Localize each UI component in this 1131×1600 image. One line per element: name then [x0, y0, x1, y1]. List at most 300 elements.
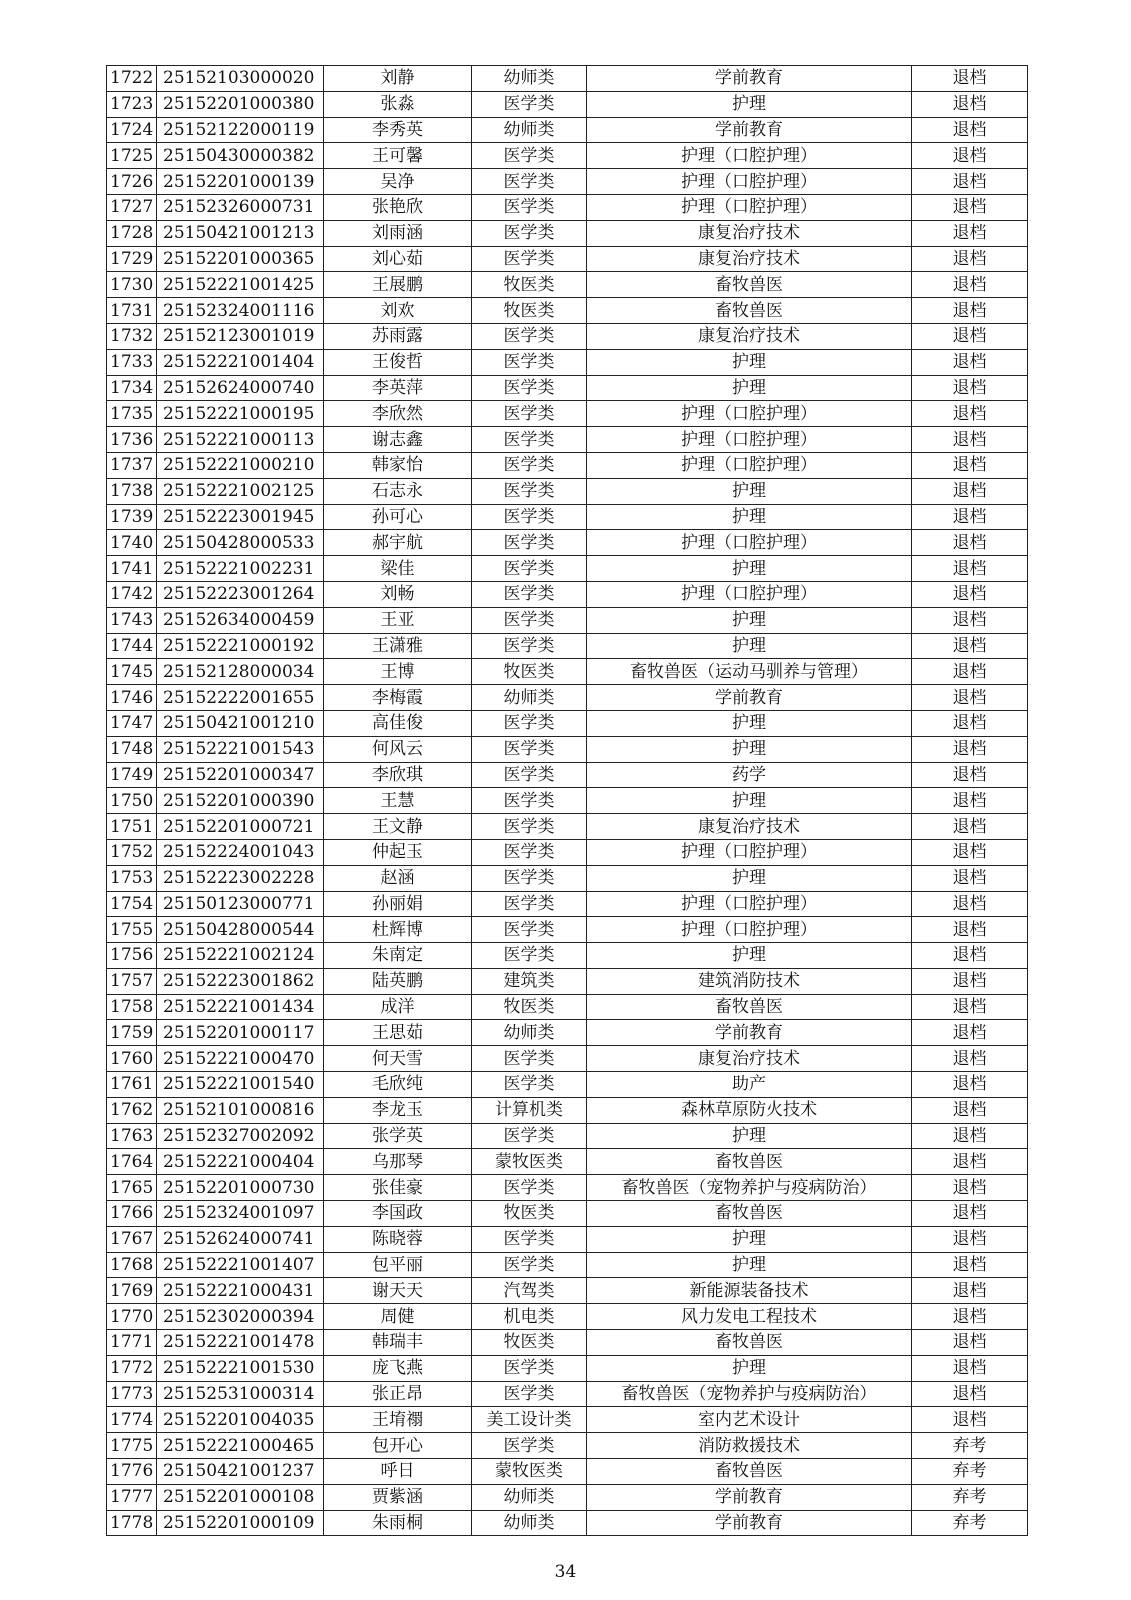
category-cell: 医学类: [472, 375, 587, 401]
candidate-id-cell: 25152221001434: [157, 994, 324, 1020]
status-cell: 退档: [912, 685, 1028, 711]
candidate-id-cell: 25150421001237: [157, 1459, 324, 1485]
row-number-cell: 1774: [107, 1407, 157, 1433]
candidate-id-cell: 25152201000347: [157, 762, 324, 788]
status-cell: 退档: [912, 246, 1028, 272]
table-row: [107, 375, 1028, 401]
status-cell: 退档: [912, 1407, 1028, 1433]
row-number-cell: 1755: [107, 917, 157, 943]
category-cell: 蒙牧医类: [472, 1459, 587, 1485]
table-row: [107, 633, 1028, 659]
status-cell: 退档: [912, 143, 1028, 169]
table-row: [107, 943, 1028, 969]
candidate-id-cell: 25152624000741: [157, 1226, 324, 1252]
table-body: [107, 66, 1028, 1536]
candidate-id-cell: 25152201000139: [157, 169, 324, 195]
candidate-id-cell: 25152201000390: [157, 788, 324, 814]
candidate-id-cell: 25150430000382: [157, 143, 324, 169]
status-cell: 退档: [912, 401, 1028, 427]
candidate-id-cell: 25152634000459: [157, 607, 324, 633]
student-name-cell: 陆英鹏: [324, 968, 472, 994]
student-name-cell: 王慧: [324, 788, 472, 814]
major-cell: 畜牧兽医: [587, 1330, 912, 1356]
row-number-cell: 1738: [107, 478, 157, 504]
major-cell: 护理（口腔护理）: [587, 581, 912, 607]
category-cell: 幼师类: [472, 1510, 587, 1536]
candidate-id-cell: 25152223002228: [157, 865, 324, 891]
major-cell: 护理（口腔护理）: [587, 143, 912, 169]
status-cell: 弃考: [912, 1459, 1028, 1485]
table-row: [107, 246, 1028, 272]
category-cell: 医学类: [472, 91, 587, 117]
category-cell: 计算机类: [472, 1097, 587, 1123]
candidate-id-cell: 25152302000394: [157, 1304, 324, 1330]
major-cell: 护理: [587, 1252, 912, 1278]
row-number-cell: 1731: [107, 298, 157, 324]
row-number-cell: 1770: [107, 1304, 157, 1330]
table-row: [107, 1407, 1028, 1433]
status-cell: 退档: [912, 633, 1028, 659]
candidate-id-cell: 25152221000192: [157, 633, 324, 659]
student-name-cell: 王俊哲: [324, 349, 472, 375]
row-number-cell: 1756: [107, 943, 157, 969]
row-number-cell: 1758: [107, 994, 157, 1020]
candidate-id-cell: 25152221000465: [157, 1433, 324, 1459]
candidate-id-cell: 25152103000020: [157, 66, 324, 92]
status-cell: 弃考: [912, 1433, 1028, 1459]
category-cell: 建筑类: [472, 968, 587, 994]
major-cell: 护理: [587, 633, 912, 659]
status-cell: 退档: [912, 814, 1028, 840]
major-cell: 护理: [587, 710, 912, 736]
student-name-cell: 谢天天: [324, 1278, 472, 1304]
status-cell: 退档: [912, 1278, 1028, 1304]
table-row: [107, 762, 1028, 788]
status-cell: 退档: [912, 478, 1028, 504]
row-number-cell: 1764: [107, 1149, 157, 1175]
row-number-cell: 1724: [107, 117, 157, 143]
major-cell: 学前教育: [587, 1510, 912, 1536]
row-number-cell: 1771: [107, 1330, 157, 1356]
row-number-cell: 1742: [107, 581, 157, 607]
student-name-cell: 乌那琴: [324, 1149, 472, 1175]
status-cell: 退档: [912, 91, 1028, 117]
candidate-id-cell: 25150421001210: [157, 710, 324, 736]
page-number: 34: [554, 1562, 577, 1582]
category-cell: 医学类: [472, 401, 587, 427]
status-cell: 退档: [912, 736, 1028, 762]
table-row: [107, 1433, 1028, 1459]
status-cell: 退档: [912, 349, 1028, 375]
category-cell: 医学类: [472, 736, 587, 762]
category-cell: 牧医类: [472, 1201, 587, 1227]
table-row: [107, 1046, 1028, 1072]
row-number-cell: 1768: [107, 1252, 157, 1278]
student-name-cell: 李梅霞: [324, 685, 472, 711]
major-cell: 康复治疗技术: [587, 246, 912, 272]
major-cell: 药学: [587, 762, 912, 788]
row-number-cell: 1773: [107, 1381, 157, 1407]
student-name-cell: 张佳豪: [324, 1175, 472, 1201]
student-name-cell: 韩家怡: [324, 452, 472, 478]
table-row: [107, 917, 1028, 943]
table-row: [107, 659, 1028, 685]
status-cell: 退档: [912, 169, 1028, 195]
row-number-cell: 1760: [107, 1046, 157, 1072]
row-number-cell: 1728: [107, 220, 157, 246]
table-row: [107, 1381, 1028, 1407]
row-number-cell: 1737: [107, 452, 157, 478]
student-name-cell: 王展鹏: [324, 272, 472, 298]
status-cell: 退档: [912, 452, 1028, 478]
row-number-cell: 1746: [107, 685, 157, 711]
major-cell: 护理: [587, 1123, 912, 1149]
candidate-id-cell: 25152221000404: [157, 1149, 324, 1175]
table-row: [107, 1304, 1028, 1330]
candidate-id-cell: 25152201000109: [157, 1510, 324, 1536]
status-cell: 退档: [912, 66, 1028, 92]
table-row: [107, 401, 1028, 427]
student-name-cell: 刘心茹: [324, 246, 472, 272]
table-row: [107, 478, 1028, 504]
candidate-id-cell: 25152327002092: [157, 1123, 324, 1149]
candidate-id-cell: 25152221000470: [157, 1046, 324, 1072]
student-name-cell: 刘静: [324, 66, 472, 92]
category-cell: 医学类: [472, 1433, 587, 1459]
student-name-cell: 何风云: [324, 736, 472, 762]
status-cell: 退档: [912, 1072, 1028, 1098]
candidate-id-cell: 25152201000380: [157, 91, 324, 117]
major-cell: 学前教育: [587, 117, 912, 143]
candidate-id-cell: 25152326000731: [157, 194, 324, 220]
category-cell: 医学类: [472, 323, 587, 349]
major-cell: 护理: [587, 349, 912, 375]
category-cell: 医学类: [472, 762, 587, 788]
major-cell: 畜牧兽医: [587, 298, 912, 324]
student-name-cell: 王潇雅: [324, 633, 472, 659]
category-cell: 幼师类: [472, 685, 587, 711]
status-cell: 退档: [912, 1355, 1028, 1381]
major-cell: 护理: [587, 736, 912, 762]
student-name-cell: 朱雨桐: [324, 1510, 472, 1536]
row-number-cell: 1723: [107, 91, 157, 117]
category-cell: 医学类: [472, 788, 587, 814]
candidate-id-cell: 25150428000533: [157, 530, 324, 556]
row-number-cell: 1744: [107, 633, 157, 659]
major-cell: 学前教育: [587, 685, 912, 711]
student-name-cell: 包开心: [324, 1433, 472, 1459]
status-cell: 退档: [912, 375, 1028, 401]
student-name-cell: 李英萍: [324, 375, 472, 401]
row-number-cell: 1747: [107, 710, 157, 736]
candidate-id-cell: 25152201000108: [157, 1484, 324, 1510]
table-row: [107, 452, 1028, 478]
row-number-cell: 1729: [107, 246, 157, 272]
status-cell: 退档: [912, 272, 1028, 298]
student-name-cell: 刘欢: [324, 298, 472, 324]
candidate-id-cell: 25152221001478: [157, 1330, 324, 1356]
category-cell: 医学类: [472, 478, 587, 504]
student-name-cell: 孙丽娟: [324, 891, 472, 917]
category-cell: 医学类: [472, 220, 587, 246]
table-row: [107, 220, 1028, 246]
table-row: [107, 1020, 1028, 1046]
major-cell: 护理（口腔护理）: [587, 839, 912, 865]
table-row: [107, 814, 1028, 840]
major-cell: 新能源装备技术: [587, 1278, 912, 1304]
status-cell: 退档: [912, 1304, 1028, 1330]
candidate-id-cell: 25152221000431: [157, 1278, 324, 1304]
status-cell: 退档: [912, 1226, 1028, 1252]
row-number-cell: 1730: [107, 272, 157, 298]
category-cell: 医学类: [472, 194, 587, 220]
category-cell: 医学类: [472, 427, 587, 453]
candidate-id-cell: 25152223001264: [157, 581, 324, 607]
student-name-cell: 成洋: [324, 994, 472, 1020]
row-number-cell: 1741: [107, 556, 157, 582]
table-row: [107, 556, 1028, 582]
table-row: [107, 530, 1028, 556]
category-cell: 医学类: [472, 169, 587, 195]
status-cell: 弃考: [912, 1484, 1028, 1510]
table-row: [107, 1226, 1028, 1252]
candidate-id-cell: 25152222001655: [157, 685, 324, 711]
table-row: [107, 1330, 1028, 1356]
major-cell: 护理（口腔护理）: [587, 169, 912, 195]
category-cell: 机电类: [472, 1304, 587, 1330]
student-name-cell: 周健: [324, 1304, 472, 1330]
candidate-id-cell: 25152324001097: [157, 1201, 324, 1227]
student-name-cell: 王博: [324, 659, 472, 685]
row-number-cell: 1733: [107, 349, 157, 375]
table-row: [107, 143, 1028, 169]
category-cell: 美工设计类: [472, 1407, 587, 1433]
row-number-cell: 1726: [107, 169, 157, 195]
candidate-id-cell: 25152221001425: [157, 272, 324, 298]
candidate-id-cell: 25152101000816: [157, 1097, 324, 1123]
table-row: [107, 349, 1028, 375]
student-name-cell: 王堉禤: [324, 1407, 472, 1433]
status-cell: 退档: [912, 917, 1028, 943]
student-name-cell: 张学英: [324, 1123, 472, 1149]
student-name-cell: 陈晓蓉: [324, 1226, 472, 1252]
candidate-id-cell: 25152221002124: [157, 943, 324, 969]
candidate-id-cell: 25152624000740: [157, 375, 324, 401]
student-name-cell: 石志永: [324, 478, 472, 504]
table-row: [107, 685, 1028, 711]
student-name-cell: 朱南定: [324, 943, 472, 969]
status-cell: 退档: [912, 504, 1028, 530]
status-cell: 退档: [912, 1175, 1028, 1201]
status-cell: 退档: [912, 530, 1028, 556]
category-cell: 医学类: [472, 530, 587, 556]
status-cell: 退档: [912, 607, 1028, 633]
table-row: [107, 1355, 1028, 1381]
candidate-id-cell: 25152221000113: [157, 427, 324, 453]
candidate-id-cell: 25150421001213: [157, 220, 324, 246]
major-cell: 护理（口腔护理）: [587, 530, 912, 556]
candidate-id-cell: 25152221001404: [157, 349, 324, 375]
candidate-id-cell: 25152122000119: [157, 117, 324, 143]
student-name-cell: 赵涵: [324, 865, 472, 891]
category-cell: 医学类: [472, 504, 587, 530]
major-cell: 消防救援技术: [587, 1433, 912, 1459]
status-cell: 退档: [912, 220, 1028, 246]
category-cell: 医学类: [472, 1226, 587, 1252]
major-cell: 室内艺术设计: [587, 1407, 912, 1433]
table-row: [107, 788, 1028, 814]
student-name-cell: 吴净: [324, 169, 472, 195]
category-cell: 医学类: [472, 814, 587, 840]
major-cell: 护理（口腔护理）: [587, 917, 912, 943]
category-cell: 牧医类: [472, 298, 587, 324]
major-cell: 护理（口腔护理）: [587, 401, 912, 427]
table-row: [107, 1201, 1028, 1227]
student-name-cell: 李欣琪: [324, 762, 472, 788]
status-cell: 退档: [912, 968, 1028, 994]
candidate-id-cell: 25152123001019: [157, 323, 324, 349]
student-name-cell: 仲起玉: [324, 839, 472, 865]
status-cell: 退档: [912, 427, 1028, 453]
table-row: [107, 272, 1028, 298]
category-cell: 牧医类: [472, 994, 587, 1020]
table-row: [107, 1510, 1028, 1536]
student-name-cell: 贾紫涵: [324, 1484, 472, 1510]
row-number-cell: 1749: [107, 762, 157, 788]
student-name-cell: 杜辉博: [324, 917, 472, 943]
student-name-cell: 王文静: [324, 814, 472, 840]
row-number-cell: 1772: [107, 1355, 157, 1381]
status-cell: 退档: [912, 1149, 1028, 1175]
major-cell: 畜牧兽医: [587, 1201, 912, 1227]
candidate-id-cell: 25152221001407: [157, 1252, 324, 1278]
student-name-cell: 呼日: [324, 1459, 472, 1485]
table-row: [107, 1123, 1028, 1149]
status-cell: 退档: [912, 1097, 1028, 1123]
category-cell: 医学类: [472, 1072, 587, 1098]
category-cell: 幼师类: [472, 1484, 587, 1510]
status-cell: 退档: [912, 943, 1028, 969]
category-cell: 医学类: [472, 246, 587, 272]
status-cell: 退档: [912, 994, 1028, 1020]
table-row: [107, 169, 1028, 195]
candidate-id-cell: 25150428000544: [157, 917, 324, 943]
status-cell: 退档: [912, 1381, 1028, 1407]
category-cell: 医学类: [472, 607, 587, 633]
status-cell: 退档: [912, 865, 1028, 891]
status-cell: 退档: [912, 556, 1028, 582]
candidate-id-cell: 25152128000034: [157, 659, 324, 685]
row-number-cell: 1757: [107, 968, 157, 994]
candidate-id-cell: 25152531000314: [157, 1381, 324, 1407]
table-row: [107, 710, 1028, 736]
student-name-cell: 谢志鑫: [324, 427, 472, 453]
student-name-cell: 包平丽: [324, 1252, 472, 1278]
category-cell: 医学类: [472, 1123, 587, 1149]
student-name-cell: 李龙玉: [324, 1097, 472, 1123]
major-cell: 护理: [587, 91, 912, 117]
row-number-cell: 1776: [107, 1459, 157, 1485]
row-number-cell: 1769: [107, 1278, 157, 1304]
major-cell: 护理（口腔护理）: [587, 194, 912, 220]
row-number-cell: 1752: [107, 839, 157, 865]
table-row: [107, 194, 1028, 220]
candidate-id-cell: 25150123000771: [157, 891, 324, 917]
row-number-cell: 1759: [107, 1020, 157, 1046]
category-cell: 幼师类: [472, 1020, 587, 1046]
row-number-cell: 1775: [107, 1433, 157, 1459]
major-cell: 护理: [587, 943, 912, 969]
candidate-id-cell: 25152201000730: [157, 1175, 324, 1201]
candidate-id-cell: 25152201004035: [157, 1407, 324, 1433]
row-number-cell: 1727: [107, 194, 157, 220]
table-row: [107, 323, 1028, 349]
student-name-cell: 高佳俊: [324, 710, 472, 736]
student-name-cell: 梁佳: [324, 556, 472, 582]
row-number-cell: 1777: [107, 1484, 157, 1510]
major-cell: 畜牧兽医: [587, 994, 912, 1020]
status-cell: 退档: [912, 788, 1028, 814]
category-cell: 医学类: [472, 1252, 587, 1278]
category-cell: 医学类: [472, 1175, 587, 1201]
category-cell: 医学类: [472, 349, 587, 375]
major-cell: 畜牧兽医（宠物养护与疫病防治）: [587, 1381, 912, 1407]
category-cell: 医学类: [472, 943, 587, 969]
major-cell: 学前教育: [587, 1484, 912, 1510]
row-number-cell: 1745: [107, 659, 157, 685]
table-row: [107, 66, 1028, 92]
admission-status-table: [106, 65, 1028, 1536]
major-cell: 学前教育: [587, 66, 912, 92]
major-cell: 畜牧兽医: [587, 1149, 912, 1175]
major-cell: 护理: [587, 478, 912, 504]
row-number-cell: 1761: [107, 1072, 157, 1098]
table-row: [107, 968, 1028, 994]
student-name-cell: 刘雨涵: [324, 220, 472, 246]
table-row: [107, 1175, 1028, 1201]
category-cell: 医学类: [472, 1355, 587, 1381]
candidate-id-cell: 25152221002125: [157, 478, 324, 504]
table-row: [107, 427, 1028, 453]
major-cell: 畜牧兽医（宠物养护与疫病防治）: [587, 1175, 912, 1201]
status-cell: 退档: [912, 1046, 1028, 1072]
table-row: [107, 1278, 1028, 1304]
candidate-id-cell: 25152221001540: [157, 1072, 324, 1098]
major-cell: 建筑消防技术: [587, 968, 912, 994]
student-name-cell: 何天雪: [324, 1046, 472, 1072]
status-cell: 退档: [912, 762, 1028, 788]
row-number-cell: 1743: [107, 607, 157, 633]
table-row: [107, 865, 1028, 891]
student-name-cell: 郝宇航: [324, 530, 472, 556]
major-cell: 康复治疗技术: [587, 220, 912, 246]
category-cell: 医学类: [472, 633, 587, 659]
candidate-id-cell: 25152201000365: [157, 246, 324, 272]
candidate-id-cell: 25152223001945: [157, 504, 324, 530]
table-row: [107, 994, 1028, 1020]
row-number-cell: 1762: [107, 1097, 157, 1123]
candidate-id-cell: 25152223001862: [157, 968, 324, 994]
major-cell: 护理: [587, 556, 912, 582]
major-cell: 护理: [587, 1355, 912, 1381]
student-name-cell: 李国政: [324, 1201, 472, 1227]
category-cell: 牧医类: [472, 272, 587, 298]
category-cell: 医学类: [472, 839, 587, 865]
student-name-cell: 苏雨露: [324, 323, 472, 349]
candidate-id-cell: 25152324001116: [157, 298, 324, 324]
table-row: [107, 1252, 1028, 1278]
student-name-cell: 毛欣纯: [324, 1072, 472, 1098]
